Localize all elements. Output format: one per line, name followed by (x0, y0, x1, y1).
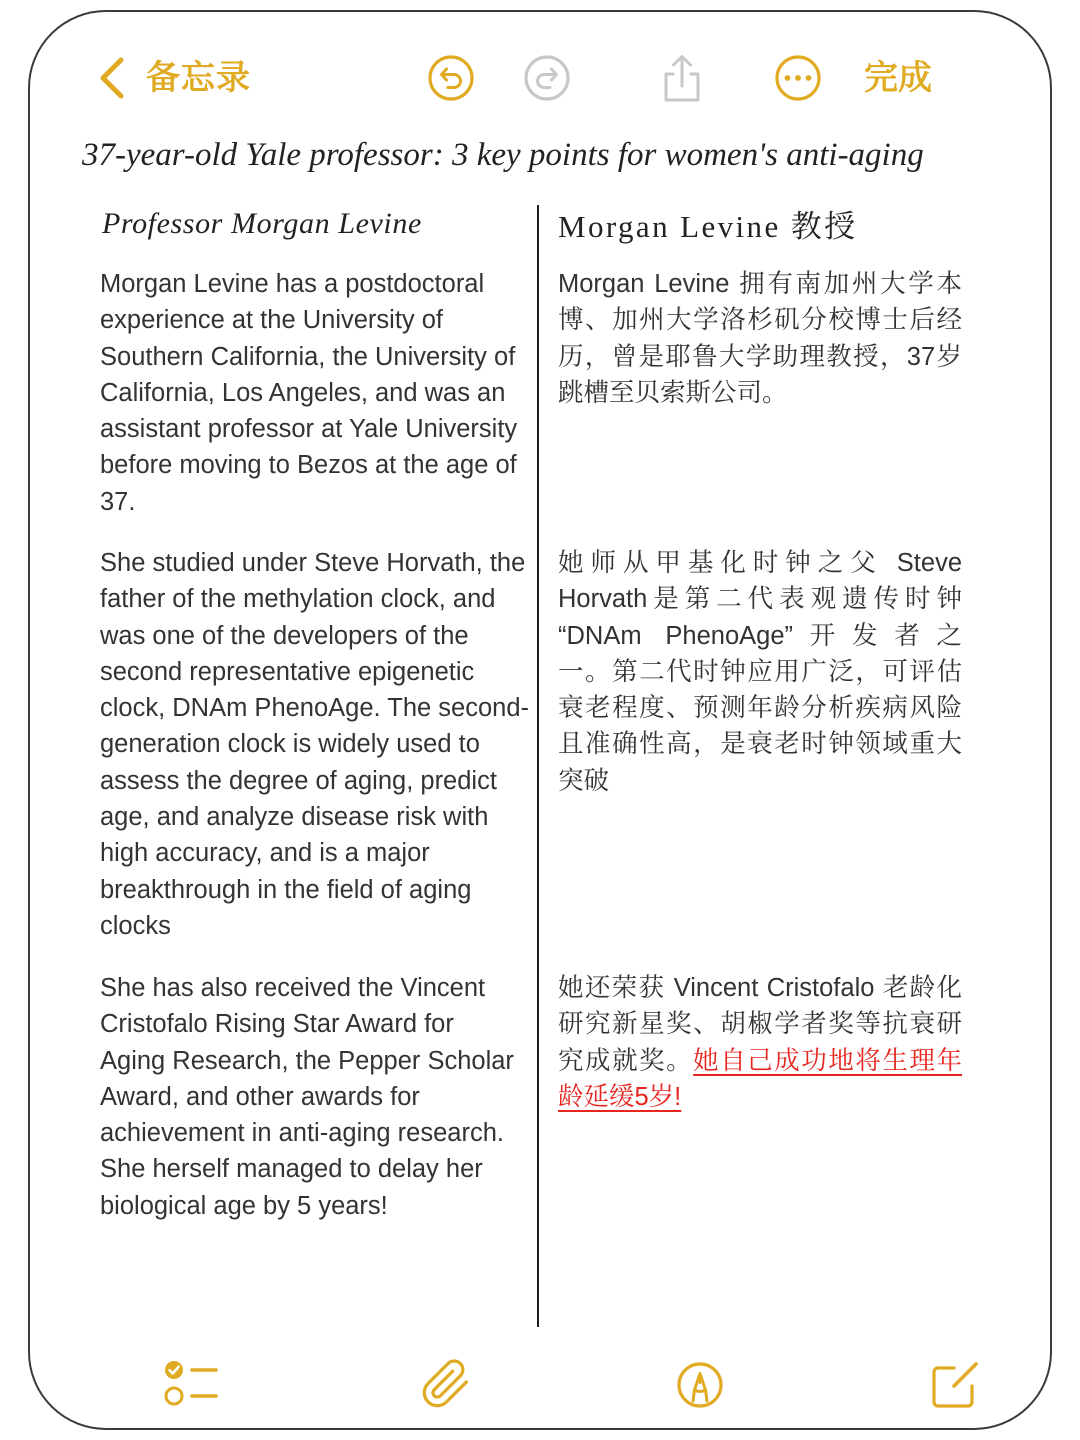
text-line: generation clock is widely used to (100, 730, 480, 759)
text-line: Morgan Levine 拥有南加州大学本 (558, 270, 962, 298)
text-line: 衰老程度、预测年龄分析疾病风险 (558, 694, 962, 723)
more-button[interactable] (774, 54, 822, 102)
redo-icon[interactable] (523, 54, 571, 102)
text-line: 历，曾是耶鲁大学助理教授，37岁 (558, 342, 962, 371)
text-line: Southern California, the University of (100, 342, 516, 371)
markup-icon[interactable] (676, 1361, 724, 1409)
text-line: She herself managed to delay her (100, 1155, 483, 1184)
redo-button[interactable] (523, 54, 571, 102)
text-line: breakthrough in the field of aging (100, 875, 472, 904)
text-line: 37. (100, 487, 136, 516)
text-line: 突破 (558, 766, 610, 795)
english-paragraph-3 (100, 970, 532, 1224)
text-line: father of the methylation clock, and (100, 585, 496, 614)
text-line: She studied under Steve Horvath, the (100, 549, 526, 577)
text-line: Cristofalo Rising Star Award for (100, 1010, 454, 1039)
text-line: age, and analyze disease risk with (100, 803, 489, 832)
compose-button[interactable] (930, 1358, 982, 1410)
done-button[interactable]: 完成 (864, 58, 932, 98)
note-editor[interactable] (0, 120, 1080, 1340)
text-line: 研究新星奖、胡椒学者奖等抗衰研 (558, 1010, 962, 1039)
attachment-button[interactable] (420, 1358, 472, 1410)
text-line: Morgan Levine has a postdoctoral (100, 270, 485, 298)
share-icon[interactable] (658, 52, 706, 104)
column-divider (537, 205, 539, 1327)
back-button[interactable] (96, 54, 256, 102)
text-line: California, Los Angeles, and was an (100, 378, 506, 407)
text-line: Horvath是第二代表观遗传时钟 (558, 585, 962, 614)
note-title: 37-year-old Yale professor: 3 key points for women's anti-aging (82, 137, 924, 173)
text-segment: 究成就奖。 (558, 1046, 694, 1075)
text-line: “DNAm PhenoAge”开发者之 (558, 621, 962, 650)
text-line: 博、加州大学洛杉矶分校博士后经 (558, 306, 962, 335)
text-line: high accuracy, and is a major (100, 839, 430, 868)
text-line: 跳槽至贝索斯公司。 (558, 378, 788, 407)
chinese-paragraph-1 (558, 266, 962, 411)
highlighted-text: 她自己成功地将生理年 (693, 1046, 962, 1075)
chinese-heading: Morgan Levine 教授 (558, 209, 858, 244)
back-button-label[interactable]: 备忘录 (146, 58, 251, 98)
text-line-mixed (558, 1043, 962, 1079)
text-line: 她还荣获 Vincent Cristofalo 老龄化 (558, 974, 962, 1002)
checklist-icon[interactable] (160, 1358, 220, 1408)
paperclip-icon[interactable] (420, 1358, 472, 1410)
english-paragraph-1 (100, 266, 532, 520)
text-line: assess the degree of aging, predict (100, 766, 497, 795)
text-line: before moving to Bezos at the age of (100, 451, 517, 480)
text-line: 她师从甲基化时钟之父 Steve (558, 549, 962, 577)
text-line: Award, and other awards for (100, 1082, 420, 1111)
undo-icon[interactable] (427, 54, 475, 102)
text-line: achievement in anti-aging research. (100, 1119, 504, 1148)
text-line: experience at the University of (100, 306, 444, 335)
text-line: 且准确性高，是衰老时钟领域重大 (558, 730, 962, 759)
english-paragraph-2 (100, 545, 532, 944)
text-line: clock, DNAm PhenoAge. The second- (100, 694, 529, 723)
text-line: biological age by 5 years! (100, 1191, 388, 1220)
undo-button[interactable] (427, 54, 475, 102)
text-line: clocks (100, 911, 171, 940)
compose-icon[interactable] (930, 1358, 982, 1410)
text-line-highlighted (558, 1079, 962, 1115)
text-line: 一。第二代时钟应用广泛，可评估 (558, 657, 962, 686)
text-line: was one of the developers of the (100, 621, 469, 650)
english-heading: Professor Morgan Levine (102, 207, 422, 240)
chevron-left-icon[interactable] (96, 54, 128, 102)
more-icon[interactable] (774, 54, 822, 102)
text-line: second representative epigenetic (100, 657, 475, 686)
highlighted-text: 龄延缓5岁! (558, 1082, 682, 1111)
text-line: assistant professor at Yale University (100, 415, 518, 444)
checklist-button[interactable] (160, 1358, 220, 1408)
markup-button[interactable] (676, 1361, 724, 1409)
text-line: She has also received the Vincent (100, 974, 486, 1002)
chinese-paragraph-3 (558, 970, 962, 1115)
chinese-paragraph-2 (558, 545, 962, 799)
text-line: Aging Research, the Pepper Scholar (100, 1046, 514, 1075)
share-button[interactable] (658, 52, 706, 104)
